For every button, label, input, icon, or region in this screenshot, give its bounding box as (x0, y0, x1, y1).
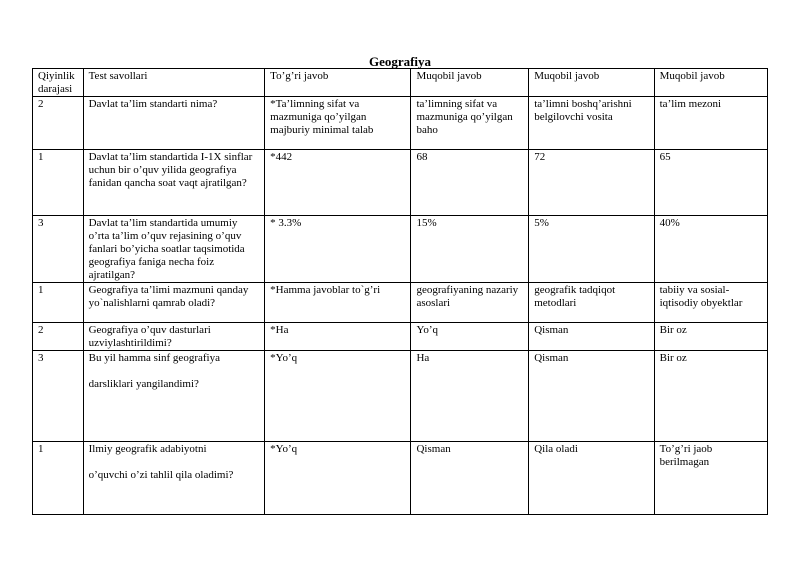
table-cell: 72 (529, 150, 654, 216)
table-cell: 68 (411, 150, 529, 216)
table-cell: * 3.3% (265, 216, 411, 283)
table-row (33, 283, 768, 323)
table-cell: ta’limning sifat va mazmuniga qo’yilgan baho (411, 97, 529, 150)
table-row (33, 97, 768, 150)
table-row (33, 323, 768, 351)
table-cell: 1 (33, 283, 84, 323)
table-cell: 1 (33, 150, 84, 216)
table-cell: *Ha (265, 323, 411, 351)
header-cell: Qiyinlik darajasi (33, 69, 84, 97)
table-cell: Geografiya o’quv dasturlari uzviylashtirildimi? (83, 323, 265, 351)
table-cell: Ilmiy geografik adabiyotni o’quvchi o’zi tahlil qila oladimi? (83, 442, 265, 515)
header-cell: To’g’ri javob (265, 69, 411, 97)
table-cell: Qisman (411, 442, 529, 515)
table-cell: 40% (654, 216, 767, 283)
table-cell: Bir oz (654, 323, 767, 351)
header-cell: Muqobil javob (529, 69, 654, 97)
header-row (33, 69, 768, 97)
table-cell: *Hamma javoblar to`g’ri (265, 283, 411, 323)
table-cell: 5% (529, 216, 654, 283)
table-cell: 65 (654, 150, 767, 216)
table-cell: Yo’q (411, 323, 529, 351)
table-cell: *442 (265, 150, 411, 216)
table-cell: ta’lim mezoni (654, 97, 767, 150)
table-cell: geografiyaning nazariy asoslari (411, 283, 529, 323)
table-cell: Geografiya ta’limi mazmuni qanday yo`nalishlarni qamrab oladi? (83, 283, 265, 323)
table-cell: ta’limni boshq’arishni belgilovchi vosita (529, 97, 654, 150)
table-cell: Davlat ta’lim standarti nima? (83, 97, 265, 150)
table-cell: *Yo’q (265, 351, 411, 442)
table-cell: Bu yil hamma sinf geografiya darsliklari yangilandimi? (83, 351, 265, 442)
table-row (33, 442, 768, 515)
document-title: Geografiya (368, 54, 432, 69)
table-cell: Davlat ta’lim standartida I-1X sinflar uchun bir o’quv yilida geografiya fanidan qancha soat vaqt ajratilgan? (83, 150, 265, 216)
table-cell: *Ta’limning sifat va mazmuniga qo’yilgan majburiy minimal talab (265, 97, 411, 150)
table-cell: 1 (33, 442, 84, 515)
table-cell: To’g’ri jaob berilmagan (654, 442, 767, 515)
table-cell: 15% (411, 216, 529, 283)
table-cell: 2 (33, 97, 84, 150)
table-cell: 3 (33, 216, 84, 283)
table-cell: Davlat ta’lim standartida umumiy o’rta ta’lim o’quv rejasining o’quv fanlari bo’yicha soatlar taqsimotida geografiya faniga necha foiz ajratilgan? (83, 216, 265, 283)
header-cell: Muqobil javob (654, 69, 767, 97)
header-cell: Test savollari (83, 69, 265, 97)
table-cell: *Yo’q (265, 442, 411, 515)
table-row (33, 351, 768, 442)
test-table (32, 68, 768, 515)
table-cell: geografik tadqiqot metodlari (529, 283, 654, 323)
table-cell: Qisman (529, 351, 654, 442)
table-cell: Bir oz (654, 351, 767, 442)
header-cell: Muqobil javob (411, 69, 529, 97)
table-row (33, 216, 768, 283)
table-cell: 2 (33, 323, 84, 351)
table-cell: Qisman (529, 323, 654, 351)
table-cell: tabiiy va sosial-iqtisodiy obyektlar (654, 283, 767, 323)
table-row (33, 150, 768, 216)
table-cell: Qila oladi (529, 442, 654, 515)
table-cell: Ha (411, 351, 529, 442)
table-cell: 3 (33, 351, 84, 442)
